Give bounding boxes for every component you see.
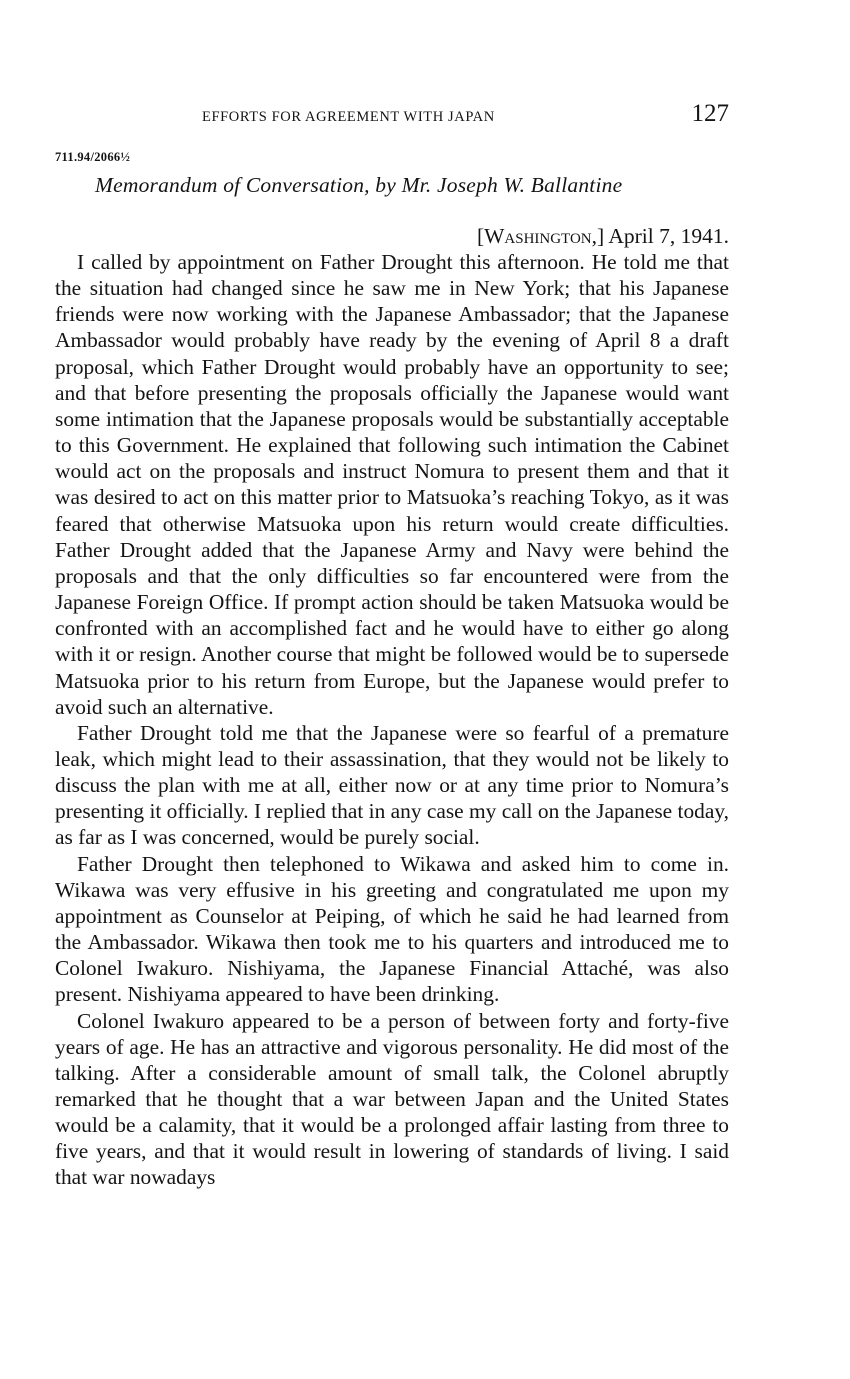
body-paragraph: Father Drought told me that the Japanese were so fearful of a premature leak, which might lead to their assassination, that they would not be likely to discuss the plan with me at all, either now or at any time prior to Nomura’s presenting it officially. I replied that in any case my call on the Japanese today, as far as I was concerned, would be purely social. <box>55 720 729 850</box>
body-paragraph: Father Drought then telephoned to Wikawa and asked him to come in. Wikawa was very effusive in his greeting and congratulated me upon my appointment as Counselor at Peiping, of which he said he had learned from the Ambassador. Wikawa then took me to his quarters and introduced me to Colonel Iwakuro. Nishiyama, the Japanese Financial Attaché, was also present. Nishiyama appeared to have been drinking. <box>55 851 729 1007</box>
dateline-date: April 7, 1941. <box>608 224 729 248</box>
body-paragraph: I called by appointment on Father Drought this afternoon. He told me that the situation had changed since he saw me in New York; that his Japanese friends were now working with the Japanese Ambassador; that the Japanese Ambassador would probably have ready by the evening of April 8 a draft proposal, which Father Drought would probably have an opportunity to see; and that before presenting the proposals officially the Japanese would want some intimation that the Japanese proposals would be substantially acceptable to this Government. He explained that following such intimation the Cabinet would act on the proposals and instruct Nomura to present them and that it was desired to act on this matter prior to Matsuoka’s reaching Tokyo, as it was feared that otherwise Matsuoka upon his return would create difficulties. Father Drought added that the Japanese Army and Navy were behind the proposals and that the only difficulties so far encountered were from the Japanese Foreign Office. If prompt action should be taken Matsuoka would be confronted with an accomplished fact and he would have to either go along with it or resign. Another course that might be followed would be to supersede Matsuoka prior to his return from Europe, but the Japanese would prefer to avoid such an alternative. <box>55 250 729 719</box>
page-number: 127 <box>691 100 729 127</box>
document-title: Memorandum of Conversation, by Mr. Joseph W. Ballantine <box>95 173 623 197</box>
running-title: EFFORTS FOR AGREEMENT WITH JAPAN <box>202 109 495 125</box>
memorandum-body <box>55 249 729 1191</box>
document-page <box>55 100 729 1191</box>
running-header <box>55 100 729 134</box>
dateline-place: [Washington,] <box>476 224 605 248</box>
file-number: 711.94/2066½ <box>55 150 131 164</box>
dateline <box>55 224 729 249</box>
body-paragraph: Colonel Iwakuro appeared to be a person of between forty and forty-five years of age. He has an attractive and vigorous personality. He did most of the talking. After a considerable amount of small talk, the Colonel abruptly remarked that he thought that a war between Japan and the United States would be a calamity, that it would be a prolonged affair lasting from three to five years, and that it would result in lowering of standards of living. I said that war nowadays <box>55 1008 729 1190</box>
